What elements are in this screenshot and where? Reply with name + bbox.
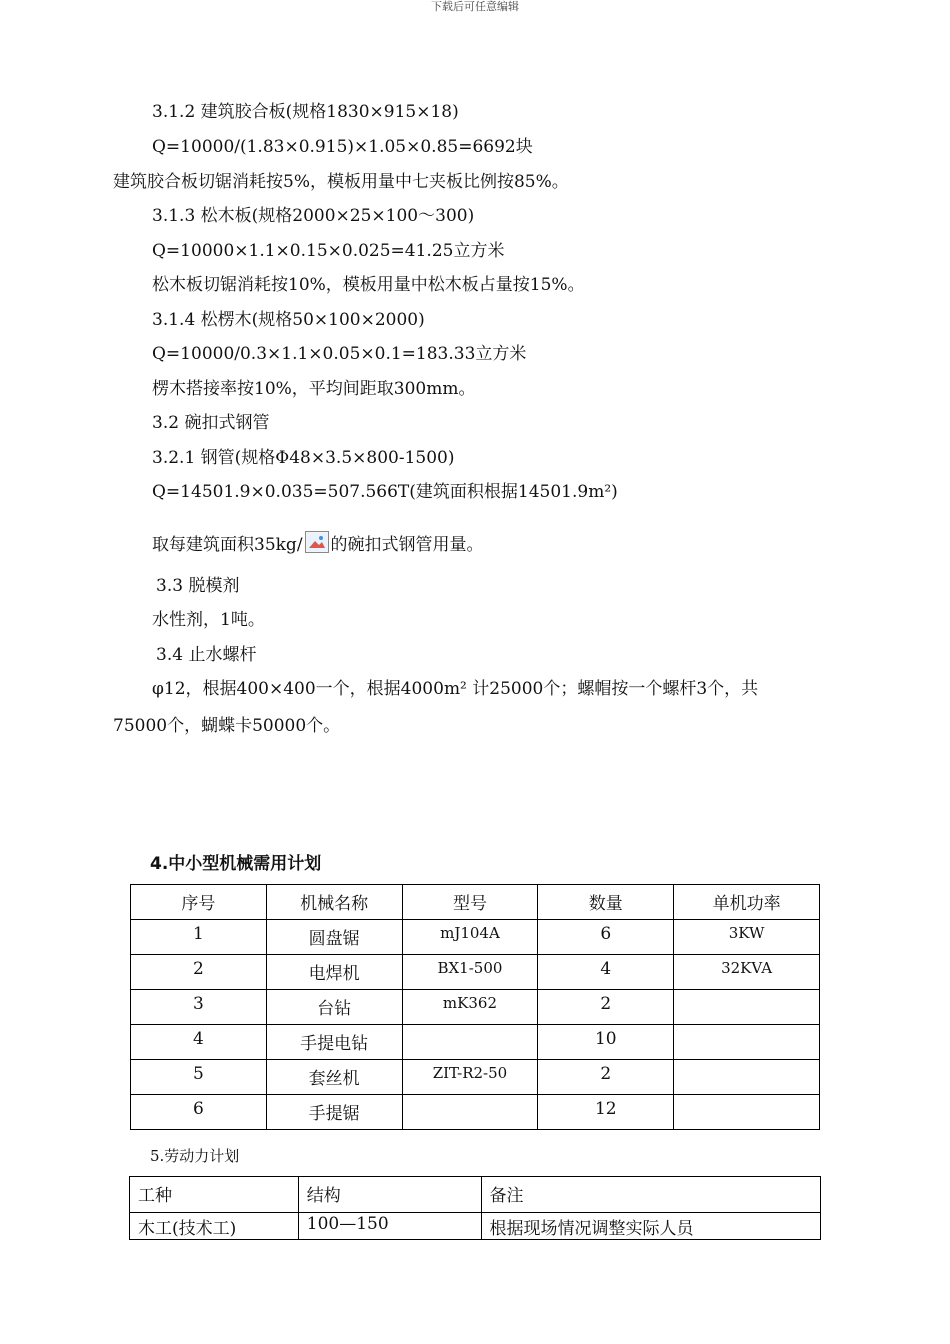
text-line: 3.1.4 松楞木(规格50×100×2000) <box>152 310 425 330</box>
table-cell <box>674 1025 820 1060</box>
table-cell <box>674 1095 820 1130</box>
steel-usage-line <box>152 531 484 556</box>
table-cell: mJ104A <box>402 920 538 955</box>
text-line: Q=10000/(1.83×0.915)×1.05×0.85=6692块 <box>152 137 533 157</box>
table-cell: 木工(技术工) <box>130 1213 299 1240</box>
table-cell: BX1-500 <box>402 955 538 990</box>
section-heading-3-4: 3.4 止水螺杆 <box>156 645 257 665</box>
steel-usage-before: 取每建筑面积35kg/ <box>152 535 303 555</box>
table-cell: 圆盘锯 <box>266 920 402 955</box>
table-cell: 2 <box>131 955 267 990</box>
table-cell <box>402 1095 538 1130</box>
table-cell: 台钻 <box>266 990 402 1025</box>
section-heading-3-3: 3.3 脱模剂 <box>156 576 240 596</box>
table-cell: 12 <box>538 1095 674 1130</box>
steel-usage-after: 的碗扣式钢管用量。 <box>330 535 484 555</box>
table-row <box>131 1060 820 1095</box>
table-row <box>131 955 820 990</box>
table-row <box>131 990 820 1025</box>
section-text-3-4-line1: φ12，根据400×400一个，根据4000m² 计25000个；螺帽按一个螺杆3个，共 <box>152 679 759 699</box>
table-cell: 10 <box>538 1025 674 1060</box>
text-line: 松木板切锯消耗按10%，模板用量中松木板占量按15%。 <box>152 275 585 295</box>
labor-plan-table <box>129 1176 821 1240</box>
table-cell: 3 <box>131 990 267 1025</box>
table-cell: 5 <box>131 1060 267 1095</box>
table-header-cell: 序号 <box>131 885 267 920</box>
table-cell: 套丝机 <box>266 1060 402 1095</box>
table-row <box>131 1025 820 1060</box>
table-header-cell: 备注 <box>481 1177 820 1213</box>
text-line: 楞木搭接率按10%，平均间距取300mm。 <box>152 379 476 399</box>
section-text-3-3: 水性剂，1吨。 <box>152 610 265 630</box>
table-cell: ZIT-R2-50 <box>402 1060 538 1095</box>
table-row <box>131 1095 820 1130</box>
table-header-cell: 数量 <box>538 885 674 920</box>
table-header-cell: 机械名称 <box>266 885 402 920</box>
labor-plan-title: 5.劳动力计划 <box>150 1147 240 1165</box>
section-text-3-4-line2: 75000个，蝴蝶卡50000个。 <box>113 716 341 736</box>
table-header-cell: 结构 <box>298 1177 481 1213</box>
text-line: 建筑胶合板切锯消耗按5%，模板用量中七夹板比例按85%。 <box>113 172 569 192</box>
table-header-row <box>130 1177 821 1213</box>
page-header: 下载后可任意编辑 <box>431 0 519 13</box>
table-cell: 1 <box>131 920 267 955</box>
table-cell: 3KW <box>674 920 820 955</box>
table-header-cell: 工种 <box>130 1177 299 1213</box>
table-cell: 32KVA <box>674 955 820 990</box>
table-cell: 4 <box>538 955 674 990</box>
table-cell: 手提锯 <box>266 1095 402 1130</box>
table-cell <box>674 990 820 1025</box>
table-cell: 6 <box>131 1095 267 1130</box>
text-line: 3.1.2 建筑胶合板(规格1830×915×18) <box>152 102 459 122</box>
text-line: Q=10000×1.1×0.15×0.025=41.25立方米 <box>152 241 505 261</box>
table-cell: 手提电钻 <box>266 1025 402 1060</box>
table-cell <box>674 1060 820 1095</box>
table-cell: 2 <box>538 990 674 1025</box>
table-row <box>130 1213 821 1240</box>
table-cell: 100—150 <box>298 1213 481 1240</box>
table-cell: 电焊机 <box>266 955 402 990</box>
text-line: Q=10000/0.3×1.1×0.05×0.1=183.33立方米 <box>152 344 527 364</box>
table-header-row <box>131 885 820 920</box>
text-line: 3.1.3 松木板(规格2000×25×100～300) <box>152 206 475 226</box>
text-line: 3.2 碗扣式钢管 <box>152 413 270 433</box>
text-line: 3.2.1 钢管(规格Φ48×3.5×800-1500) <box>152 448 455 468</box>
table-header-cell: 单机功率 <box>674 885 820 920</box>
machine-plan-table <box>130 884 820 1130</box>
table-row <box>131 920 820 955</box>
machine-plan-title: 4.中小型机械需用计划 <box>150 854 322 874</box>
broken-image-icon <box>305 531 329 553</box>
table-cell: 4 <box>131 1025 267 1060</box>
table-cell: 6 <box>538 920 674 955</box>
table-cell: 2 <box>538 1060 674 1095</box>
table-cell <box>402 1025 538 1060</box>
table-header-cell: 型号 <box>402 885 538 920</box>
table-cell: mK362 <box>402 990 538 1025</box>
table-cell: 根据现场情况调整实际人员 <box>481 1213 820 1240</box>
text-line: Q=14501.9×0.035=507.566T(建筑面积根据14501.9m²) <box>152 482 618 502</box>
